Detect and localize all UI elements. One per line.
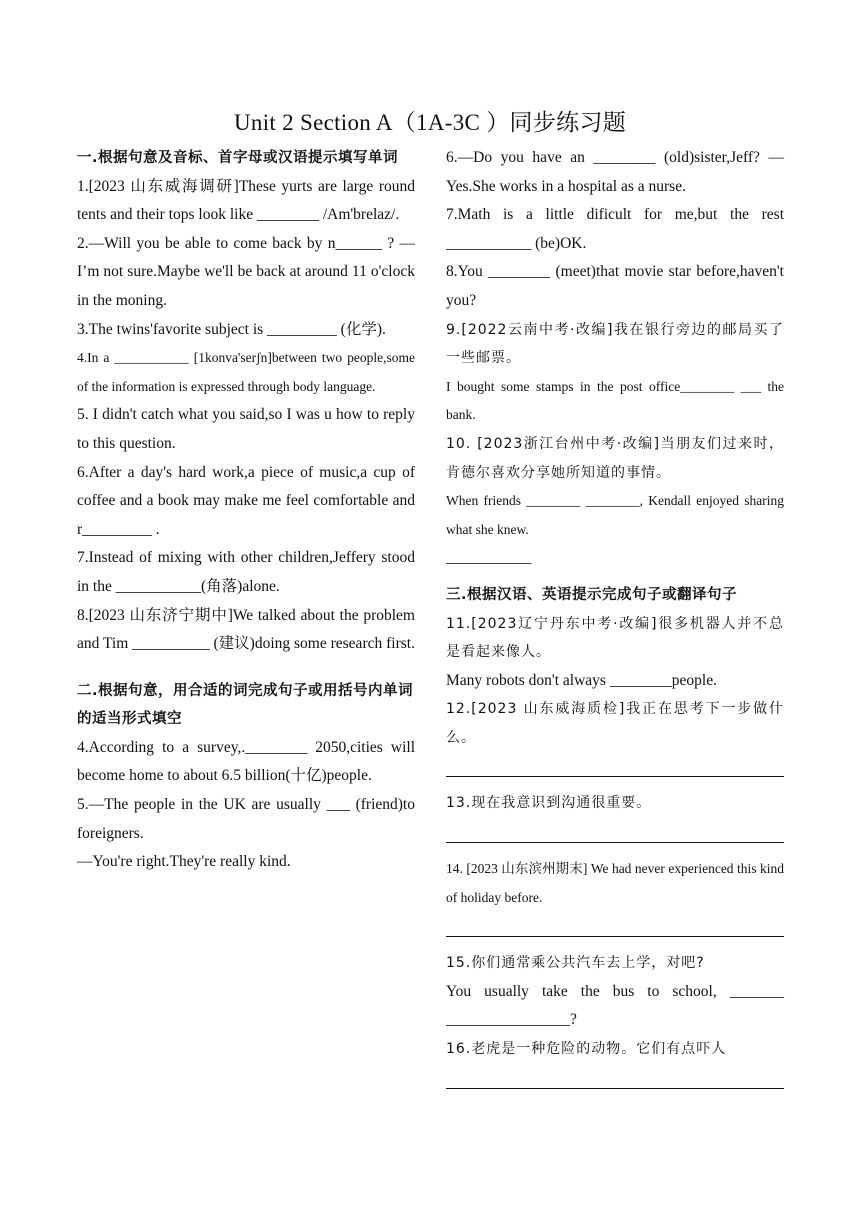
question-2-10-english: When friends ________ ________, Kendall enjoyed sharing what she knew. bbox=[446, 493, 784, 537]
question-2-9: 9.[2022云南中考·改编]我在银行旁边的邮局买了一些邮票。 bbox=[446, 321, 784, 367]
question-2-5: 5.—The people in the UK are usually ___ (friend)to foreigners. bbox=[77, 796, 415, 842]
question-2: 2.—Will you be able to come back by n______ ? —I’m not sure.Maybe we'll be back at around 11 o'clock in the moning. bbox=[77, 234, 415, 309]
question-1: 1.[2023 山东威海调研]These yurts are large round tents and their tops look like ________ /Am'brelaz/. bbox=[77, 177, 415, 224]
question-16: 16.老虎是一种危险的动物。它们有点吓人 bbox=[446, 1041, 727, 1058]
question-2-4: 4.According to a survey,.________ 2050,cities will become home to about 6.5 billion(十亿)people. bbox=[77, 738, 415, 785]
question-7: 7.Instead of mixing with other children,Jeffery stood in the ___________(角落)alone. bbox=[77, 549, 415, 595]
question-2-6: 6.—Do you have an ________ (old)sister,Jeff? —Yes.She works in a hospital as a nurse. bbox=[446, 149, 784, 195]
question-13: 13.现在我意识到沟通很重要。 bbox=[446, 795, 652, 812]
question-2-8: 8.You ________ (meet)that movie star before,haven't you? bbox=[446, 263, 784, 309]
section-2-heading: 二.根据句意，用合适的词完成句子或用括号内单词的适当形式填空 bbox=[77, 682, 414, 728]
question-11: 11.[2023辽宁丹东中考·改编]很多机器人并不总是看起来像人。 bbox=[446, 615, 784, 661]
answer-line-16 bbox=[446, 1088, 784, 1089]
question-2-10-blank: ___________ bbox=[446, 549, 532, 567]
answer-line-12 bbox=[446, 776, 784, 777]
page-title: Unit 2 Section A（1A-3C ）同步练习题 bbox=[233, 110, 627, 135]
answer-line-13 bbox=[446, 842, 784, 843]
question-2-5-reply: —You're right.They're really kind. bbox=[77, 853, 291, 871]
question-4: 4.In a ___________ [1konva'serʃn]between two people,some of the information is expressed through body language. bbox=[77, 350, 415, 394]
question-11-english: Many robots don't always ________people. bbox=[446, 671, 717, 689]
question-15-english: You usually take the bus to school, _______ ________________? bbox=[446, 982, 784, 1029]
question-8: 8.[2023 山东济宁期中]We talked about the problem and Tim __________ (建议)doing some research first. bbox=[77, 606, 415, 653]
question-3: 3.The twins'favorite subject is _________ (化学). bbox=[77, 320, 386, 338]
question-2-9-english: I bought some stamps in the post office________ ___ the bank. bbox=[446, 378, 784, 423]
section-3-heading: 三.根据汉语、英语提示完成句子或翻译句子 bbox=[446, 586, 738, 603]
question-5: 5. I didn't catch what you said,so I was u how to reply to this question. bbox=[77, 406, 415, 452]
section-1-heading: 一.根据句意及音标、首字母或汉语提示填写单词 bbox=[77, 150, 399, 166]
right-column bbox=[446, 144, 784, 1101]
question-14: 14. [2023 山东滨州期末] We had never experienced this kind of holiday before. bbox=[446, 861, 784, 905]
question-6: 6.After a day's hard work,a piece of music,a cup of coffee and a book may make me feel comfortable and r_________ . bbox=[77, 463, 415, 538]
left-column bbox=[77, 144, 415, 877]
question-15: 15.你们通常乘公共汽车去上学，对吧? bbox=[446, 955, 705, 972]
question-12: 12.[2023 山东威海质检]我正在思考下一步做什么。 bbox=[446, 701, 784, 746]
answer-line-14 bbox=[446, 936, 784, 937]
question-2-10: 10. [2023浙江台州中考·改编]当朋友们过来时，肯德尔喜欢分享她所知道的事情。 bbox=[446, 435, 784, 481]
question-2-7: 7.Math is a little dificult for me,but the rest ___________ (be)OK. bbox=[446, 206, 784, 252]
